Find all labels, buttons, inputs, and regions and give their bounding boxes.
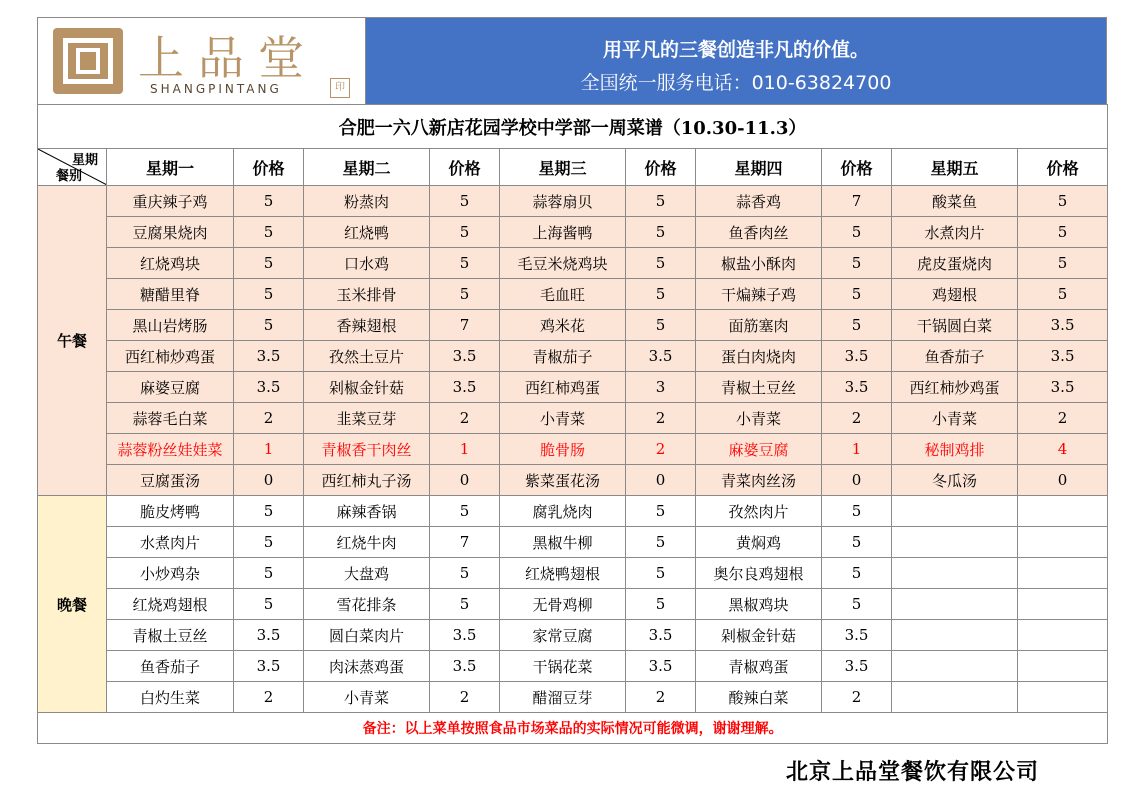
dish-cell: 干煸辣子鸡 [696, 279, 822, 310]
dish-cell: 鱼香茄子 [892, 341, 1018, 372]
price-cell: 2 [234, 682, 304, 713]
dish-cell: 小青菜 [500, 403, 626, 434]
dish-cell: 脆皮烤鸭 [107, 496, 234, 527]
weekday-header-4: 星期五 [892, 149, 1018, 186]
company-name: 北京上品堂餐饮有限公司 [786, 759, 1040, 785]
dish-cell: 孜然肉片 [696, 496, 822, 527]
dish-cell: 小青菜 [696, 403, 822, 434]
price-cell: 5 [234, 589, 304, 620]
price-cell: 3.5 [626, 620, 696, 651]
price-cell: 2 [430, 682, 500, 713]
dish-cell: 无骨鸡柳 [500, 589, 626, 620]
price-cell: 3 [626, 372, 696, 403]
logo-english-name: SHANGPINTANG [150, 82, 282, 96]
header [37, 17, 1107, 104]
price-cell: 0 [234, 465, 304, 496]
logo-seal: 印 [330, 78, 350, 98]
price-cell: 5 [822, 589, 892, 620]
table-row [38, 434, 1108, 465]
price-cell [1018, 682, 1108, 713]
price-cell: 5 [234, 310, 304, 341]
dish-cell: 小青菜 [892, 403, 1018, 434]
dish-cell: 黑山岩烤肠 [107, 310, 234, 341]
dish-cell: 西红柿丸子汤 [304, 465, 430, 496]
dish-cell: 红烧鸡翅根 [107, 589, 234, 620]
price-header-4: 价格 [1018, 149, 1108, 186]
slogan-banner [366, 18, 1106, 104]
dish-cell: 黄焖鸡 [696, 527, 822, 558]
price-cell: 2 [626, 434, 696, 465]
dish-cell: 蛋白肉烧肉 [696, 341, 822, 372]
dish-cell: 毛豆米烧鸡块 [500, 248, 626, 279]
dish-cell: 粉蒸肉 [304, 186, 430, 217]
dish-cell: 奥尔良鸡翅根 [696, 558, 822, 589]
weekday-header-3: 星期四 [696, 149, 822, 186]
price-cell: 5 [430, 558, 500, 589]
price-cell: 5 [626, 589, 696, 620]
dish-cell: 黑椒鸡块 [696, 589, 822, 620]
price-cell: 3.5 [822, 341, 892, 372]
price-cell: 3.5 [1018, 372, 1108, 403]
table-row [38, 403, 1108, 434]
corner-meal-label: 餐别 [56, 169, 83, 184]
dish-cell: 紫菜蛋花汤 [500, 465, 626, 496]
table-row [38, 279, 1108, 310]
price-cell: 1 [234, 434, 304, 465]
table-row [38, 651, 1108, 682]
table-row [38, 186, 1108, 217]
weekday-header-1: 星期二 [304, 149, 430, 186]
price-cell: 0 [822, 465, 892, 496]
corner-weekday-label: 星期 [71, 153, 98, 168]
dish-cell: 蒜蓉毛白菜 [107, 403, 234, 434]
price-cell: 2 [626, 403, 696, 434]
price-cell: 5 [234, 279, 304, 310]
price-cell [1018, 496, 1108, 527]
dish-cell: 西红柿鸡蛋 [500, 372, 626, 403]
lunch-meal-label: 午餐 [38, 186, 107, 496]
price-cell: 5 [822, 279, 892, 310]
dish-cell: 雪花排条 [304, 589, 430, 620]
price-cell: 5 [626, 248, 696, 279]
dish-cell: 西红柿炒鸡蛋 [892, 372, 1018, 403]
price-cell: 5 [234, 527, 304, 558]
weekday-header-0: 星期一 [107, 149, 234, 186]
table-row [38, 496, 1108, 527]
menu-note: 备注：以上菜单按照食品市场菜品的实际情况可能微调，谢谢理解。 [38, 713, 1108, 744]
price-cell: 3.5 [1018, 341, 1108, 372]
price-cell: 5 [430, 248, 500, 279]
dish-cell [892, 496, 1018, 527]
corner-cell [38, 149, 107, 186]
dish-cell: 秘制鸡排 [892, 434, 1018, 465]
dish-cell: 大盘鸡 [304, 558, 430, 589]
price-cell: 5 [626, 527, 696, 558]
dish-cell: 豆腐蛋汤 [107, 465, 234, 496]
price-cell: 5 [1018, 217, 1108, 248]
price-cell: 5 [430, 279, 500, 310]
price-cell: 7 [430, 527, 500, 558]
dish-cell: 上海酱鸭 [500, 217, 626, 248]
dinner-meal-label: 晚餐 [38, 496, 107, 713]
dish-cell: 鸡米花 [500, 310, 626, 341]
price-header-3: 价格 [822, 149, 892, 186]
price-cell: 2 [234, 403, 304, 434]
dish-cell: 豆腐果烧肉 [107, 217, 234, 248]
price-cell: 5 [234, 248, 304, 279]
dish-cell: 重庆辣子鸡 [107, 186, 234, 217]
dish-cell: 青椒土豆丝 [107, 620, 234, 651]
price-cell: 5 [1018, 248, 1108, 279]
price-cell: 5 [1018, 279, 1108, 310]
table-row [38, 620, 1108, 651]
price-cell: 3.5 [430, 372, 500, 403]
table-row [38, 465, 1108, 496]
price-cell: 5 [822, 310, 892, 341]
dish-cell: 香辣翅根 [304, 310, 430, 341]
price-cell: 0 [430, 465, 500, 496]
dish-cell: 青椒土豆丝 [696, 372, 822, 403]
price-cell: 5 [626, 558, 696, 589]
dish-cell [892, 558, 1018, 589]
price-cell: 3.5 [1018, 310, 1108, 341]
price-cell: 2 [822, 682, 892, 713]
price-cell: 5 [234, 496, 304, 527]
price-header-1: 价格 [430, 149, 500, 186]
price-cell: 3.5 [234, 341, 304, 372]
table-row [38, 682, 1108, 713]
dish-cell: 剁椒金针菇 [696, 620, 822, 651]
price-cell: 5 [626, 310, 696, 341]
table-row [38, 589, 1108, 620]
dish-cell [892, 589, 1018, 620]
table-row [38, 372, 1108, 403]
dish-cell: 酸辣白菜 [696, 682, 822, 713]
dish-cell: 青菜肉丝汤 [696, 465, 822, 496]
dish-cell: 家常豆腐 [500, 620, 626, 651]
dish-cell: 酸菜鱼 [892, 186, 1018, 217]
price-header-2: 价格 [626, 149, 696, 186]
price-cell: 2 [430, 403, 500, 434]
dish-cell: 麻辣香锅 [304, 496, 430, 527]
price-cell: 2 [1018, 403, 1108, 434]
dish-cell: 红烧鸭翅根 [500, 558, 626, 589]
dish-cell: 青椒香干肉丝 [304, 434, 430, 465]
slogan-line-2: 全国统一服务电话：010-63824700 [580, 72, 892, 94]
price-cell: 7 [430, 310, 500, 341]
price-cell: 3.5 [430, 341, 500, 372]
menu-title: 合肥一六八新店花园学校中学部一周菜谱（10.30-11.3） [38, 105, 1108, 149]
price-cell: 7 [822, 186, 892, 217]
price-cell: 2 [626, 682, 696, 713]
price-cell: 3.5 [626, 341, 696, 372]
price-cell: 5 [430, 217, 500, 248]
dish-cell: 水煮肉片 [107, 527, 234, 558]
price-cell: 5 [822, 558, 892, 589]
dish-cell: 小青菜 [304, 682, 430, 713]
price-cell: 3.5 [234, 372, 304, 403]
price-cell: 5 [234, 558, 304, 589]
weekday-header-2: 星期三 [500, 149, 626, 186]
dish-cell: 冬瓜汤 [892, 465, 1018, 496]
dish-cell: 腐乳烧肉 [500, 496, 626, 527]
price-cell: 5 [822, 248, 892, 279]
table-row [38, 341, 1108, 372]
dish-cell: 水煮肉片 [892, 217, 1018, 248]
dish-cell: 面筋塞肉 [696, 310, 822, 341]
dish-cell: 肉沫蒸鸡蛋 [304, 651, 430, 682]
price-cell: 5 [822, 496, 892, 527]
dish-cell: 毛血旺 [500, 279, 626, 310]
dish-cell: 鱼香肉丝 [696, 217, 822, 248]
dish-cell: 干锅圆白菜 [892, 310, 1018, 341]
dish-cell: 椒盐小酥肉 [696, 248, 822, 279]
price-cell: 3.5 [822, 651, 892, 682]
price-cell: 3.5 [626, 651, 696, 682]
price-cell: 5 [822, 217, 892, 248]
price-cell: 3.5 [430, 651, 500, 682]
price-cell: 5 [1018, 186, 1108, 217]
dish-cell: 红烧鸡块 [107, 248, 234, 279]
dish-cell: 脆骨肠 [500, 434, 626, 465]
dish-cell: 小炒鸡杂 [107, 558, 234, 589]
price-cell: 5 [234, 186, 304, 217]
dish-cell: 麻婆豆腐 [696, 434, 822, 465]
dish-cell: 红烧鸭 [304, 217, 430, 248]
price-cell [1018, 558, 1108, 589]
price-cell: 3.5 [234, 620, 304, 651]
dish-cell [892, 527, 1018, 558]
price-cell: 0 [626, 465, 696, 496]
menu-sheet [37, 17, 1107, 744]
dish-cell: 西红柿炒鸡蛋 [107, 341, 234, 372]
price-cell: 0 [1018, 465, 1108, 496]
dish-cell: 糖醋里脊 [107, 279, 234, 310]
dish-cell: 青椒鸡蛋 [696, 651, 822, 682]
dish-cell: 虎皮蛋烧肉 [892, 248, 1018, 279]
price-cell: 2 [822, 403, 892, 434]
dish-cell [892, 682, 1018, 713]
dish-cell: 蒜蓉扇贝 [500, 186, 626, 217]
price-cell [1018, 527, 1108, 558]
table-row [38, 248, 1108, 279]
price-cell: 1 [822, 434, 892, 465]
price-cell: 3.5 [822, 372, 892, 403]
dish-cell: 白灼生菜 [107, 682, 234, 713]
price-cell: 5 [234, 217, 304, 248]
price-cell: 5 [626, 186, 696, 217]
dish-cell: 蒜蓉粉丝娃娃菜 [107, 434, 234, 465]
price-cell: 1 [430, 434, 500, 465]
price-cell: 5 [626, 496, 696, 527]
table-row [38, 558, 1108, 589]
price-cell: 5 [430, 496, 500, 527]
price-header-0: 价格 [234, 149, 304, 186]
dish-cell: 口水鸡 [304, 248, 430, 279]
menu-table [37, 104, 1108, 744]
dish-cell: 圆白菜肉片 [304, 620, 430, 651]
dish-cell: 红烧牛肉 [304, 527, 430, 558]
price-cell [1018, 651, 1108, 682]
price-cell: 3.5 [430, 620, 500, 651]
price-cell: 5 [430, 186, 500, 217]
dish-cell [892, 620, 1018, 651]
logo-chinese-name: 上品堂 [138, 31, 318, 85]
dish-cell [892, 651, 1018, 682]
dish-cell: 鱼香茄子 [107, 651, 234, 682]
price-cell [1018, 589, 1108, 620]
price-cell: 5 [430, 589, 500, 620]
dish-cell: 蒜香鸡 [696, 186, 822, 217]
table-row [38, 217, 1108, 248]
price-cell: 5 [626, 279, 696, 310]
dish-cell: 黑椒牛柳 [500, 527, 626, 558]
dish-cell: 孜然土豆片 [304, 341, 430, 372]
slogan-line-1: 用平凡的三餐创造非凡的价值。 [602, 39, 869, 61]
table-row [38, 310, 1108, 341]
price-cell: 3.5 [234, 651, 304, 682]
logo-mark-icon [53, 28, 123, 94]
price-cell: 3.5 [822, 620, 892, 651]
table-row [38, 527, 1108, 558]
dish-cell: 韭菜豆芽 [304, 403, 430, 434]
dish-cell: 醋溜豆芽 [500, 682, 626, 713]
dish-cell: 剁椒金针菇 [304, 372, 430, 403]
dish-cell: 麻婆豆腐 [107, 372, 234, 403]
dish-cell: 鸡翅根 [892, 279, 1018, 310]
price-cell: 4 [1018, 434, 1108, 465]
price-cell: 5 [822, 527, 892, 558]
dish-cell: 青椒茄子 [500, 341, 626, 372]
dish-cell: 干锅花菜 [500, 651, 626, 682]
price-cell [1018, 620, 1108, 651]
price-cell: 5 [626, 217, 696, 248]
dish-cell: 玉米排骨 [304, 279, 430, 310]
logo [38, 18, 366, 104]
